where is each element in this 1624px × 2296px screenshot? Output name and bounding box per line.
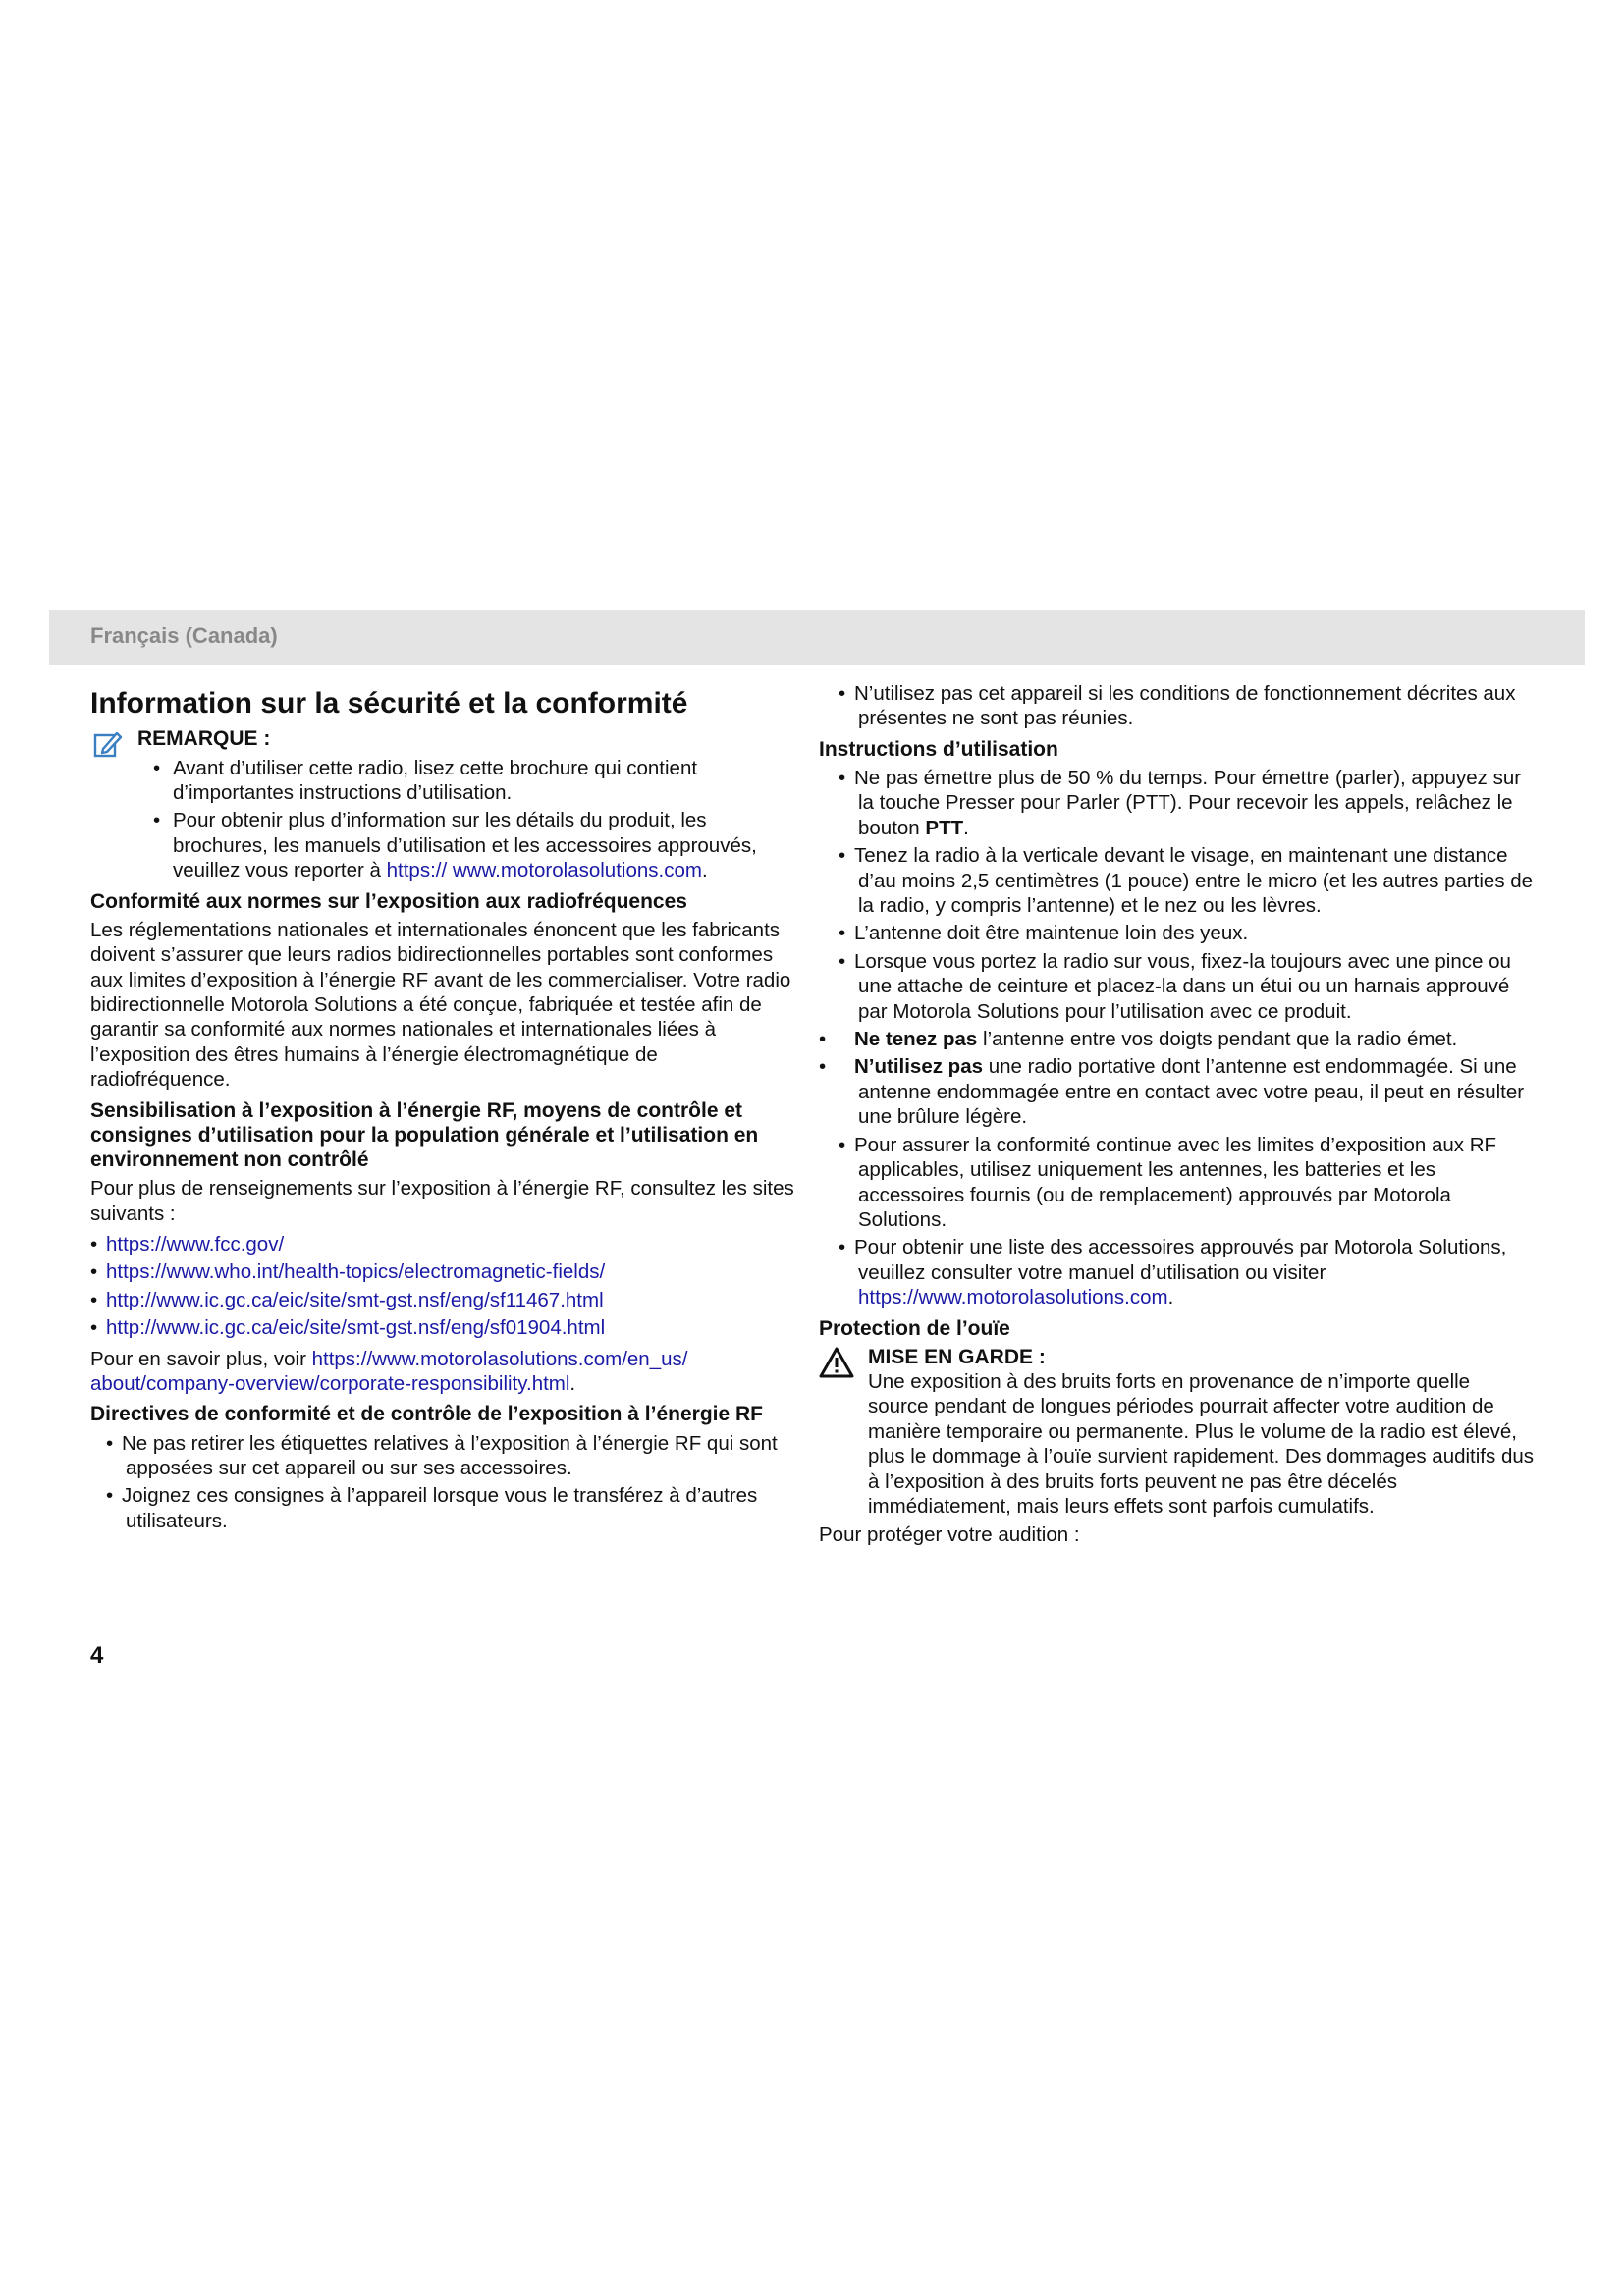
- who-link[interactable]: https://www.who.int/health-topics/electromagnetic-fields/: [106, 1260, 606, 1284]
- ic-link-sf01904[interactable]: http://www.ic.gc.ca/eic/site/smt-gst.nsf/eng/sf01904.html: [106, 1316, 606, 1340]
- language-label: Français (Canada): [90, 623, 278, 648]
- note-list: [137, 756, 795, 883]
- note-label: REMARQUE :: [137, 726, 271, 750]
- list-item: • N’utilisez pas cet appareil si les conditions de fonctionnement décrites aux présentes ne sont pas réunies.: [819, 681, 1536, 731]
- language-header-band: [49, 610, 1585, 665]
- rf-more-info: [90, 1347, 795, 1397]
- rf-links-list: [90, 1232, 795, 1341]
- instr-end: .: [963, 816, 969, 839]
- hearing-footer-line: Pour protéger votre audition :: [819, 1523, 1080, 1547]
- instr-bold: N’utilisez pas: [854, 1055, 984, 1079]
- instr-text: l’antenne entre vos doigts pendant que la radio émet.: [977, 1028, 1458, 1051]
- instructions-heading: Instructions d’utilisation: [819, 737, 1058, 761]
- list-item: [819, 766, 1536, 840]
- caution-label: MISE EN GARDE :: [868, 1345, 1046, 1368]
- instr-bold: PTT: [925, 816, 964, 839]
- left-column: [90, 685, 795, 1539]
- list-item: • L’antenne doit être maintenue loin des yeux.: [819, 921, 1536, 945]
- instr-end: .: [1167, 1286, 1174, 1309]
- list-item: [819, 1054, 1536, 1129]
- list-item: • Pour assurer la conformité continue avec les limites d’exposition aux RF applicables, utilisez uniquement les antennes, les batteries et les accessoires fournis (ou de remplacement) approuvés par Motorola Solutions.: [819, 1133, 1536, 1233]
- rf-compliance-heading: Conformité aux normes sur l’exposition aux radiofréquences: [90, 889, 687, 913]
- note-item: [137, 808, 795, 882]
- instr-text: une radio portative dont l’antenne est endommagée. Si une antenne endommagée entre en contact avec votre peau, il peut en résulter une brûlure légère.: [858, 1055, 1525, 1129]
- list-item: • Ne pas retirer les étiquettes relatives à l’exposition à l’énergie RF qui sont apposées sur cet appareil ou sur ses accessoires.: [90, 1431, 795, 1481]
- right-column: [819, 682, 1536, 1554]
- list-item: [819, 1027, 1536, 1051]
- rf-awareness-intro: Pour plus de renseignements sur l’exposition à l’énergie RF, consultez les sites suivants :: [90, 1177, 794, 1225]
- motorola-link[interactable]: https:// www.motorolasolutions.com: [386, 859, 702, 882]
- list-item: • Joignez ces consignes à l’appareil lorsque vous le transférez à d’autres utilisateurs.: [90, 1483, 795, 1533]
- warning-triangle-icon: [819, 1347, 854, 1378]
- caution-block: [819, 1345, 1536, 1520]
- list-item: [90, 1288, 795, 1312]
- note-item-text: Pour obtenir plus d’information sur les détails du produit, les brochures, les manuels d’utilisation et les accessoires approuvés, veuillez vous reporter à: [173, 809, 757, 882]
- note-item: • Avant d’utiliser cette radio, lisez cette brochure qui contient d’importantes instructions d’utilisation.: [137, 756, 795, 806]
- page-title: Information sur la sécurité et la conformité: [90, 687, 688, 720]
- rf-directives-list: [90, 1431, 795, 1534]
- list-item: • Tenez la radio à la verticale devant le visage, en maintenant une distance d’au moins 2,5 centimètres (1 pouce) entre le micro (et les autres parties de la radio, y compris l’antenne) et le nez ou les lèvres.: [819, 843, 1536, 918]
- rf-more-prefix: Pour en savoir plus, voir: [90, 1347, 312, 1370]
- rf-awareness-heading: Sensibilisation à l’exposition à l’énergie RF, moyens de contrôle et consignes d’utilisation pour la population générale et l’utilisation en environnement non contrôlé: [90, 1098, 759, 1171]
- instr-text: Ne pas émettre plus de 50 % du temps. Pour émettre (parler), appuyez sur la touche Presser pour Parler (PTT). Pour recevoir les appels, relâchez le bouton: [854, 767, 1522, 839]
- instr-bold: Ne tenez pas: [854, 1028, 978, 1051]
- rf-directives-heading: Directives de conformité et de contrôle de l’exposition à l’énergie RF: [90, 1403, 764, 1426]
- rf-more-suffix: .: [569, 1372, 576, 1395]
- ic-link-sf11467[interactable]: http://www.ic.gc.ca/eic/site/smt-gst.nsf/eng/sf11467.html: [106, 1288, 604, 1311]
- list-item: [90, 1315, 795, 1340]
- list-item: [90, 1232, 795, 1256]
- motorola-link[interactable]: https://www.motorolasolutions.com: [858, 1286, 1168, 1309]
- list-item: [819, 1235, 1536, 1309]
- list-item: [90, 1259, 795, 1284]
- note-block: [90, 726, 795, 883]
- hearing-heading: Protection de l’ouïe: [819, 1316, 1010, 1340]
- right-top-list: [819, 681, 1536, 731]
- list-item: • Lorsque vous portez la radio sur vous, fixez-la toujours avec une pince ou une attache de ceinture et placez-la dans un étui ou un harnais approuvé par Motorola Solutions pour l’utilisation avec ce produit.: [819, 949, 1536, 1024]
- rf-compliance-body: Les réglementations nationales et internationales énoncent que les fabricants doivent s’assurer que leurs radios bidirectionnelles portables sont conformes aux limites d’exposition à l’énergie RF avant de les commercialiser. Votre radio bidirectionnelle Motorola Solutions a été conçue, fabriquée et testée afin de garantir sa conformité aux normes nationales et internationales liées à l’exposition des êtres humains à l’énergie électromagnétique de radiofréquence.: [90, 918, 791, 1092]
- instructions-list: [819, 766, 1536, 1310]
- corporate-responsibility-link[interactable]: https://www.motorolasolutions.com/en_us/ about/company-overview/corporate-responsibility.html: [90, 1347, 688, 1395]
- fcc-link[interactable]: https://www.fcc.gov/: [106, 1232, 285, 1255]
- page-number: 4: [90, 1642, 104, 1669]
- note-pencil-icon: [92, 728, 124, 760]
- instr-text: Pour obtenir une liste des accessoires approuvés par Motorola Solutions, veuillez consulter votre manuel d’utilisation ou visiter: [854, 1236, 1507, 1284]
- note-item-end: .: [701, 859, 708, 882]
- caution-text: Une exposition à des bruits forts en provenance de n’importe quelle source pendant de longues périodes pourrait affecter votre audition de manière temporaire ou permanente. Plus le volume de la radio est élevé, plus le dommage à l’ouïe survient rapidement. Des dommages auditifs dus à l’exposition à des bruits forts peuvent ne pas être décelés immédiatement, mais leurs effets sont parfois cumulatifs.: [868, 1369, 1534, 1518]
